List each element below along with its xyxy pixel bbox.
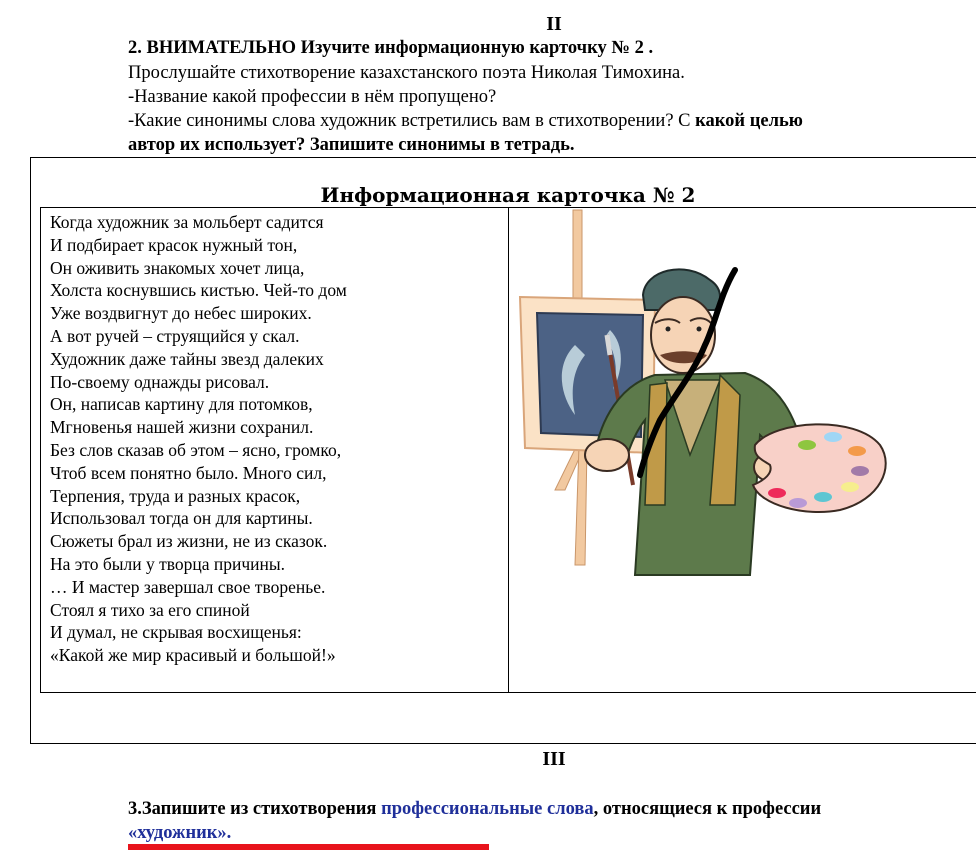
poem-line: Без слов сказав об этом – ясно, громко, bbox=[50, 439, 342, 460]
poem-line: На это были у творца причины. bbox=[50, 553, 286, 574]
task-3-highlight: профессиональные слова bbox=[381, 799, 594, 819]
task-2-title: 2. ВНИМАТЕЛЬНО Изучите информационную карточку № 2 . bbox=[128, 38, 654, 58]
poem-line: Холста коснувшись кистью. Чей-то дом bbox=[50, 280, 347, 301]
task-2-heading bbox=[128, 37, 653, 60]
poem-line: Он оживить знакомых хочет лица, bbox=[50, 257, 305, 278]
poem-line: А вот ручей – струящийся у скал. bbox=[50, 325, 300, 346]
info-card-title: Информационная карточка № 2 bbox=[320, 183, 696, 207]
poem-line: Художник даже тайны звезд далеких bbox=[50, 348, 324, 369]
poem-line: Уже воздвигнут до небес широких. bbox=[50, 303, 312, 324]
section-2-numeral: II bbox=[546, 13, 562, 35]
task-2-line-3-plain: -Какие синонимы слова художник встретились вам в стихотворении? С bbox=[128, 111, 696, 131]
poem-line: И думал, не скрывая восхищенья: bbox=[50, 622, 302, 643]
poem-line: Он, написав картину для потомков, bbox=[50, 394, 313, 415]
poem-line: Мгновенья нашей жизни сохранил. bbox=[50, 417, 314, 438]
task-3-quote: «художник». bbox=[128, 823, 232, 843]
poem-text bbox=[50, 211, 347, 667]
task-2-line-1: Прослушайте стихотворение казахстанского поэта Николая Тимохина. bbox=[128, 63, 685, 83]
red-underline bbox=[128, 844, 489, 850]
task-2-line-4: автор их использует? Запишите синонимы в тетрадь. bbox=[128, 135, 575, 155]
task-3-line-1 bbox=[128, 798, 821, 821]
poem-line: Чтоб всем понятно было. Много сил, bbox=[50, 462, 327, 483]
task-2-line-3 bbox=[128, 110, 803, 133]
table-column-divider bbox=[508, 207, 509, 693]
poem-line: Использовал тогда он для картины. bbox=[50, 508, 313, 529]
poem-line: И подбирает красок нужный тон, bbox=[50, 234, 298, 255]
task-3-part-1: 3.Запишите из стихотворения bbox=[128, 799, 382, 819]
paint-palette bbox=[753, 424, 886, 512]
task-3-part-2: , относящиеся к профессии bbox=[593, 799, 822, 819]
task-2-line-3-bold: какой целью bbox=[695, 111, 803, 131]
poem-line: «Какой же мир красивый и большой!» bbox=[50, 645, 336, 666]
poem-line: Терпения, труда и разных красок, bbox=[50, 485, 301, 506]
section-3-numeral: III bbox=[542, 748, 566, 770]
poem-line: … И мастер завершал свое творенье. bbox=[50, 576, 326, 597]
poem-line: Сюжеты брал из жизни, не из сказок. bbox=[50, 531, 328, 552]
task-2-line-2: -Название какой профессии в нём пропущено? bbox=[128, 87, 497, 107]
poem-line: По-своему однажды рисовал. bbox=[50, 371, 270, 392]
poem-line: Стоял я тихо за его спиной bbox=[50, 599, 250, 620]
painter-illustration bbox=[515, 205, 895, 585]
poem-line: Когда художник за мольберт садится bbox=[50, 212, 324, 232]
